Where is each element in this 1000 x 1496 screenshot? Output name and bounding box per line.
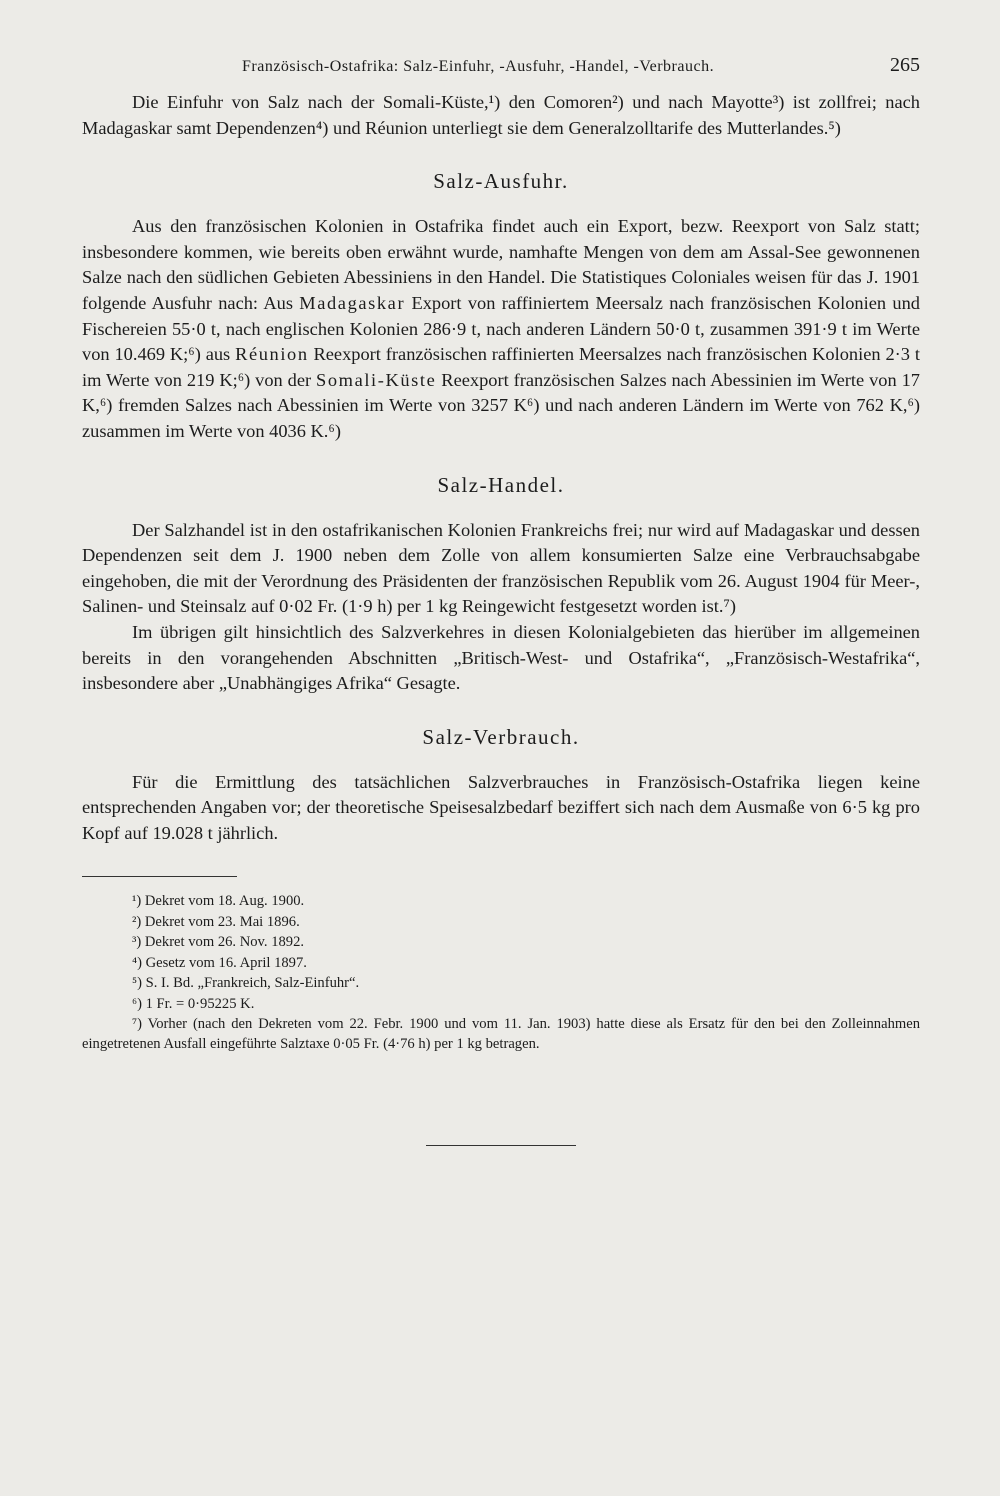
page-number: 265 [890,54,920,76]
document-page [82,50,920,1146]
ausfuhr-text-1: Aus den französischen Kolonien in Ostafrika findet auch ein Export, bezw. Reexport von Salz statt; insbesondere kommen, wie bereits oben erwähnt wurde, namhafte Mengen von dem am Assal-See gewonnenen Salze nach den südlichen Gebieten Abessiniens in den Handel. Die Statistiques Coloniales weisen für das J. 1901 folgende Ausfuhr nach: [82,216,920,313]
footnote-7: ⁷) Vorher (nach den Dekreten vom 22. Febr. 1900 und vom 11. Jan. 1903) hatte diese als Ersatz für den bei den Zolleinnahmen eingetretenen Ausfall eingeführte Salztaxe 0·05 Fr. (4·76 h) per 1 kg betragen. [82,1015,920,1053]
end-divider [426,1145,576,1146]
footnote-3: ³) Dekret vom 26. Nov. 1892. [132,934,305,951]
footnote-5: ⁵) S. I. Bd. „Frankreich, Salz-Einfuhr“. [132,975,360,992]
place-somali-kueste: Somali-Küste [316,369,437,390]
place-reunion: Réunion [235,344,309,365]
footnotes [82,891,920,1054]
footnote-4: ⁴) Gesetz vom 16. April 1897. [132,954,307,971]
section-heading-ausfuhr: Salz-Ausfuhr. [433,169,569,194]
intro-paragraph: Die Einfuhr von Salz nach der Somali-Küste,¹) den Comoren²) und nach Mayotte³) ist zollfrei; nach Madagaskar samt Dependenzen⁴) und Réunion unterliegt sie dem Generalzolltarife des Mutterlandes.⁵) [82,92,920,138]
footnote-divider [82,876,237,877]
handel-paragraph-1: Der Salzhandel ist in den ostafrikanischen Kolonien Frankreichs frei; nur wird auf Madagaskar und dessen Dependenzen seit dem J. 1900 neben dem Zolle von allem konsumierten Salze eine Verbrauchsabgabe eingehoben, die mit der Verordnung des Präsidenten der französischen Republik vom 26. August 1904 für Meer-, Salinen- und Steinsalz auf 0·02 Fr. (1·9 h) per 1 kg Reingewicht festgesetzt worden ist.⁷) [82,519,920,617]
ausfuhr-text-2g: Reexport französischen Salzes nach Abessinien im Werte von 17 K,⁶) fremden Salzes nach Abessinien im Werte von 3257 K⁶) und nach anderen Ländern im Werte von 762 K,⁶) zusammen im Werte von 4036 K.⁶) [82,369,920,441]
running-header [82,50,920,90]
ausfuhr-text-2c: Export von raffiniertem Meersalz nach französischen Kolonien und Fischereien 55·0 t, nach englischen Kolonien 286·9 t, nach anderen Ländern 50·0 t, zusammen 391·9 t im Werte von 10.469 K;⁶) aus [82,292,920,365]
section-heading-verbrauch: Salz-Verbrauch. [422,724,580,749]
ausfuhr-text-2e: Reexport französischen raffinierten Meersalzes nach französischen Kolonien 2·3 t im Werte von 219 K;⁶) von der [82,344,920,390]
ausfuhr-paragraph-1 [82,214,920,444]
handel-paragraph-2: Im übrigen gilt hinsichtlich des Salzverkehres in diesen Kolonialgebieten das hierüber im allgemeinen bereits in den vorangehenden Abschnitten „Britisch-West- und Ostafrika“, „Französisch-Westafrika“, insbesondere aber „Unabhängiges Afrika“ Gesagte. [82,621,920,694]
footnote-1: ¹) Dekret vom 18. Aug. 1900. [132,893,305,910]
footnote-6: ⁶) 1 Fr. = 0·95225 K. [132,995,255,1012]
footnote-2: ²) Dekret vom 23. Mai 1896. [132,913,300,930]
place-madagaskar: Madagaskar [299,292,406,313]
running-title: Französisch-Ostafrika: Salz-Einfuhr, -Ausfuhr, -Handel, -Verbrauch. [242,58,715,75]
section-heading-handel: Salz-Handel. [437,472,565,497]
verbrauch-paragraph-1: Für die Ermittlung des tatsächlichen Salzverbrauches in Französisch-Ostafrika liegen keine entsprechenden Angaben vor; der theoretische Speisesalzbedarf beziffert sich nach dem Ausmaße von 6·5 kg pro Kopf auf 19.028 t jährlich. [82,771,920,843]
ausfuhr-text-2a: Aus [263,292,293,313]
